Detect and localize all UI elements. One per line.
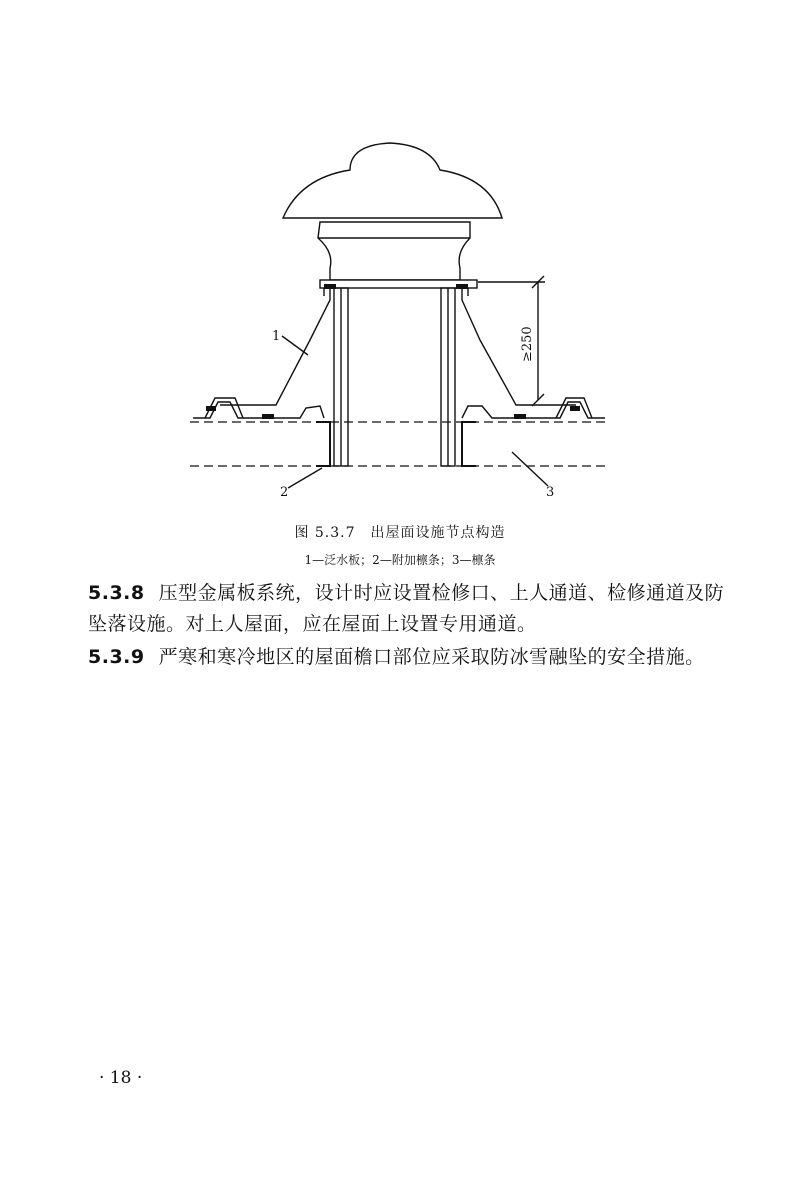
page-number: · 18 · [99, 1068, 143, 1088]
clause-number: 5.3.9 [88, 646, 145, 668]
callout-1: 1 [272, 329, 281, 344]
additional-purlin-left [316, 422, 330, 466]
vent-skirt [318, 222, 470, 280]
figure-legend: 1—泛水板；2—附加檩条；3—檩条 [304, 553, 496, 567]
additional-purlin-right [462, 422, 476, 466]
vent-cap [283, 143, 502, 218]
clause-text: 严寒和寒冷地区的屋面檐口部位应采取防冰雪融坠的安全措施。 [158, 646, 705, 668]
callout-3: 3 [546, 485, 555, 500]
clause-number: 5.3.8 [88, 582, 145, 604]
clause-5-3-9 [88, 642, 728, 673]
callout-2: 2 [280, 485, 289, 500]
clause-5-3-8 [88, 578, 728, 640]
dimension-label: ≥250 [520, 326, 535, 362]
flashing-right [462, 288, 576, 405]
flashing-left [220, 288, 330, 405]
vent-top-plate [320, 280, 477, 288]
roof-penetration-detail-figure [180, 135, 620, 505]
clause-text: 压型金属板系统，设计时应设置检修口、上人通道、检修通道及防坠落设施。对上人屋面，应在屋面上设置专用通道。 [88, 582, 725, 635]
figure-caption: 图 5.3.7 出屋面设施节点构造 [294, 525, 506, 541]
